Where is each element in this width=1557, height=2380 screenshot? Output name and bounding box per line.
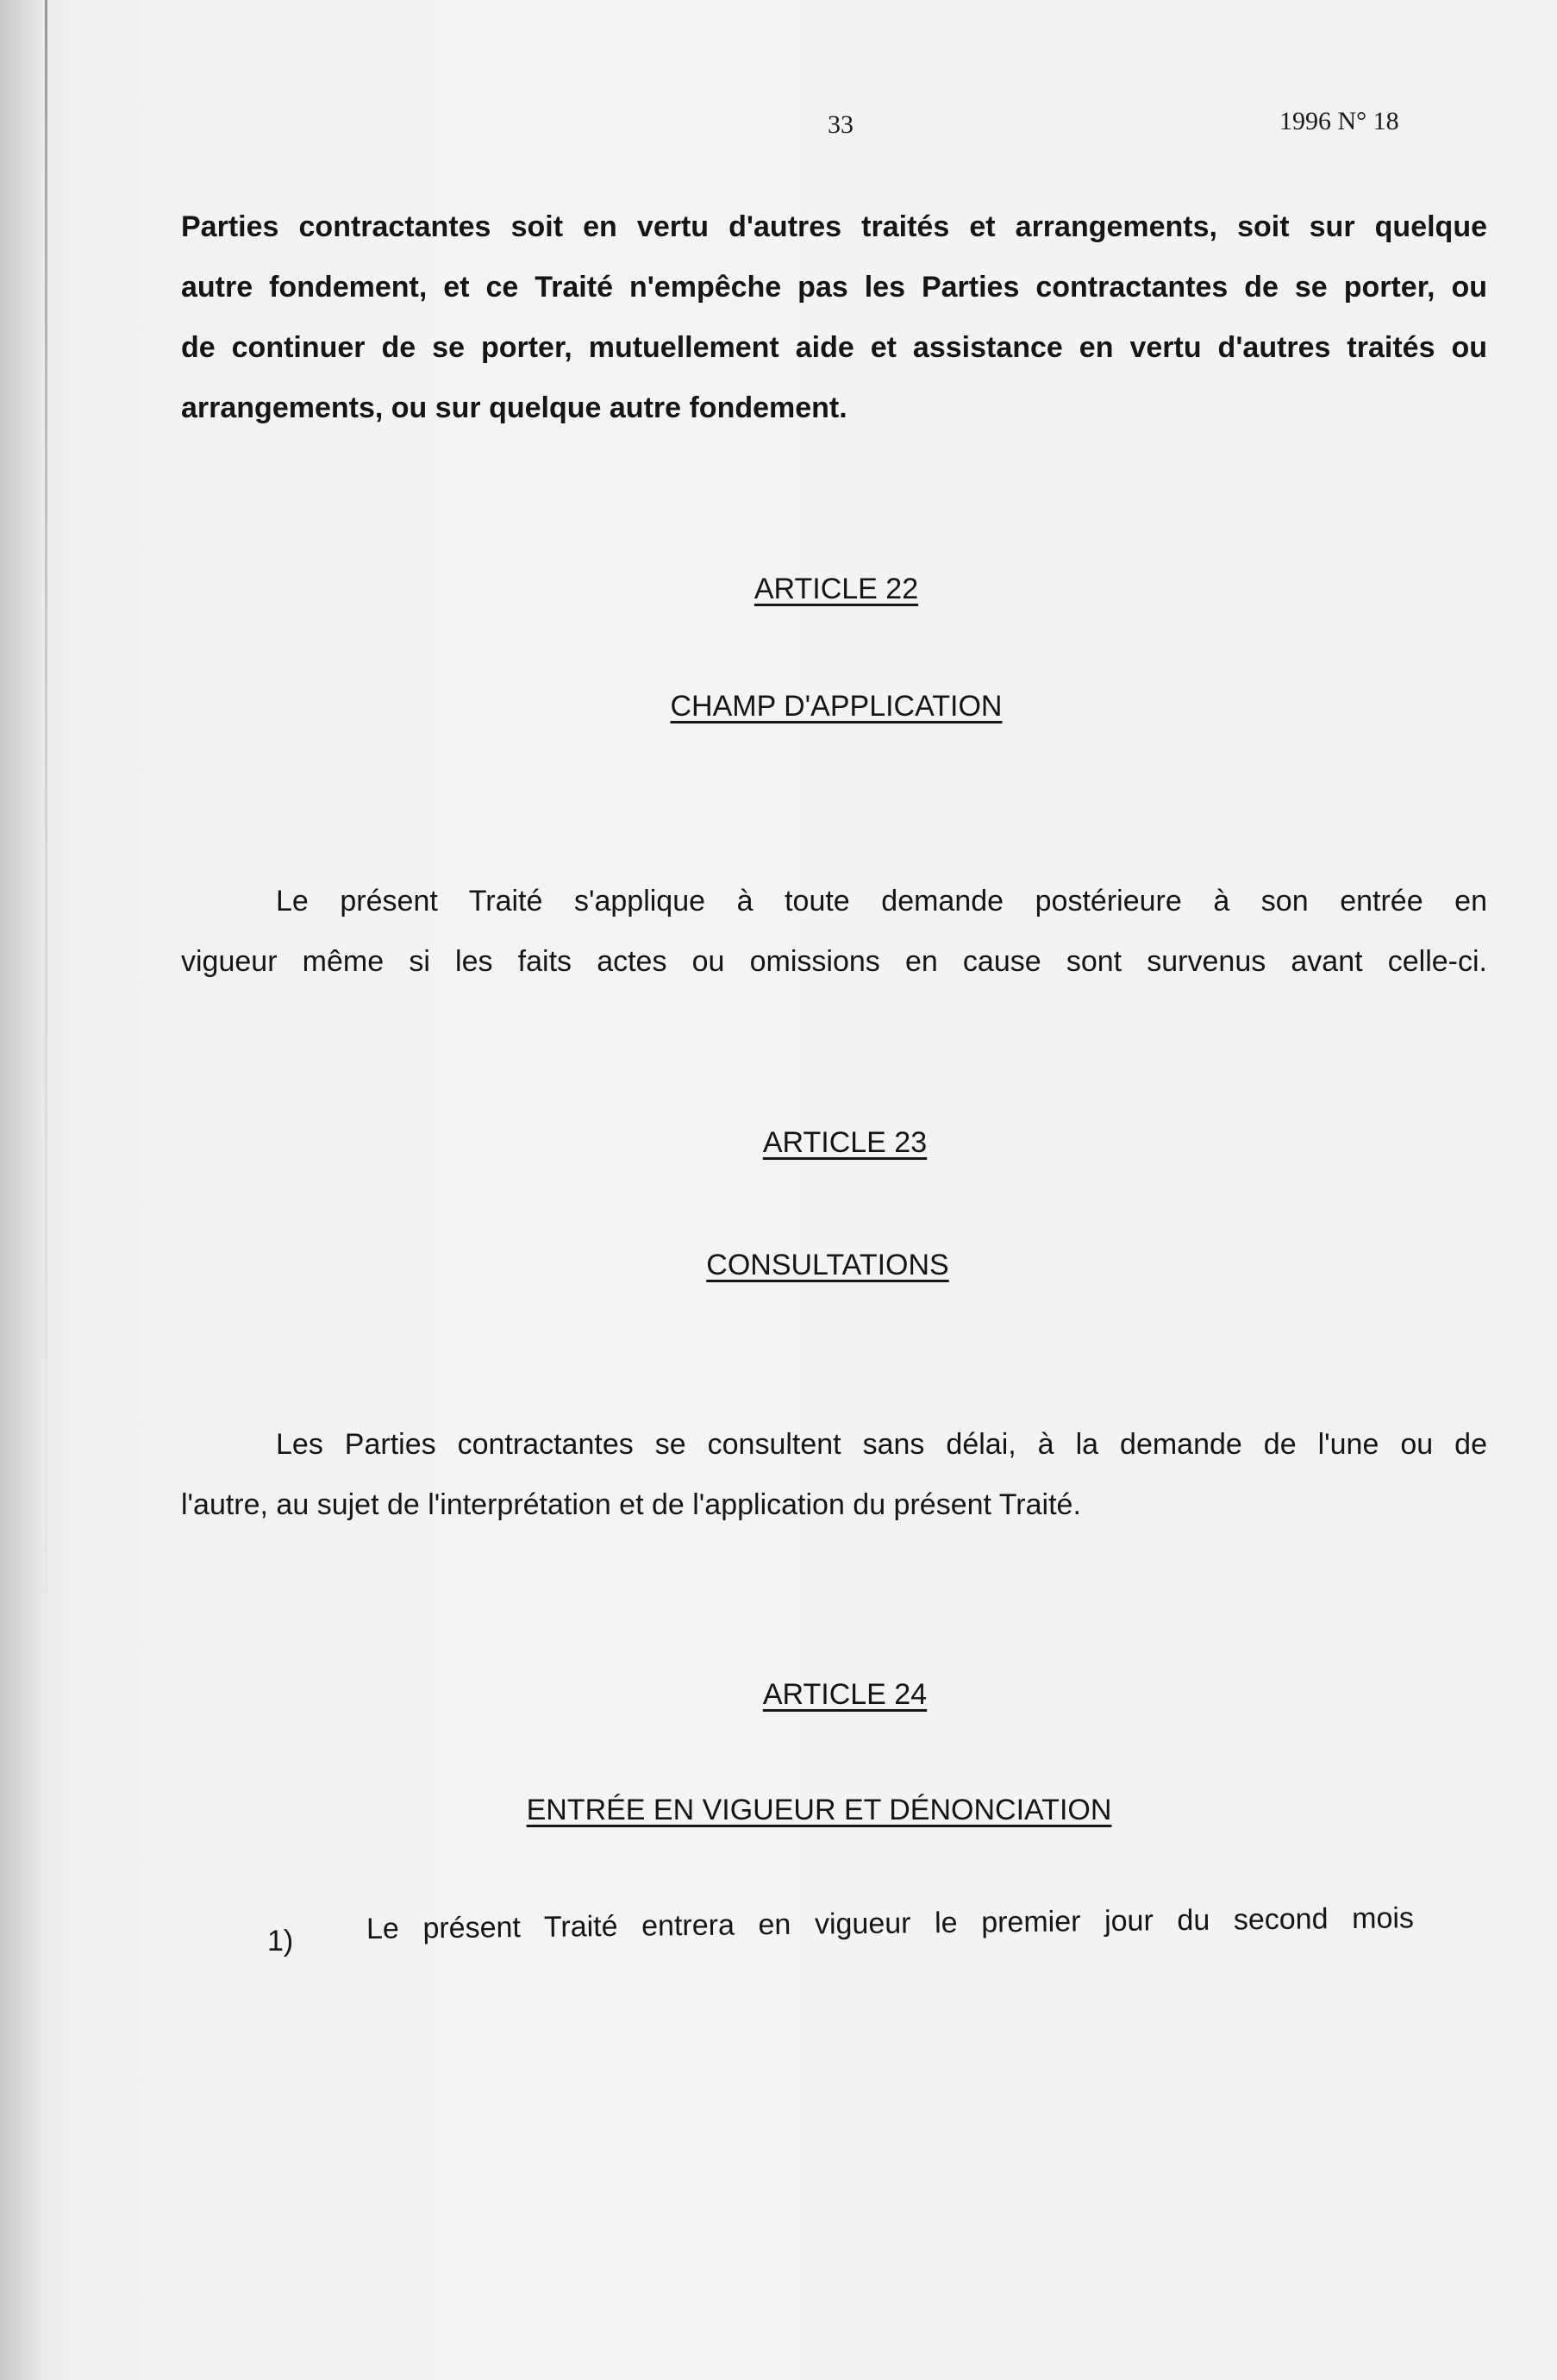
paragraph-line: Les Parties contractantes se consultent sans délai, à la demande de l'une ou de bbox=[276, 1428, 1487, 1461]
binding-line bbox=[45, 0, 47, 2380]
paragraph-line: autre fondement, et ce Traité n'empêche pas les Parties contractantes de se porter, ou bbox=[181, 271, 1487, 304]
item-text: Le présent Traité entrera en vigueur le premier jour du second mois bbox=[366, 1901, 1415, 1945]
paragraph-line: Le présent Traité s'applique à toute demande postérieure à son entrée en bbox=[276, 885, 1487, 918]
article-24-heading: ARTICLE 24 bbox=[762, 1678, 928, 1711]
paragraph-line: Parties contractantes soit en vertu d'autres traités et arrangements, soit sur quelque bbox=[181, 210, 1487, 243]
paragraph-line: vigueur même si les faits actes ou omissions en cause sont survenus avant celle-ci. bbox=[181, 945, 1487, 978]
article-22-paragraph bbox=[181, 871, 1487, 992]
paragraph-line: l'autre, au sujet de l'interprétation et de l'application du présent Traité. bbox=[181, 1488, 1081, 1521]
article-24-title: ENTRÉE EN VIGUEUR ET DÉNONCIATION bbox=[526, 1794, 1112, 1826]
page-number: 33 bbox=[828, 110, 854, 139]
article-23-heading: ARTICLE 23 bbox=[762, 1126, 928, 1159]
paragraph-line: arrangements, ou sur quelque autre fondement. bbox=[181, 391, 847, 424]
continuation-paragraph bbox=[181, 197, 1487, 438]
article-22-title: CHAMP D'APPLICATION bbox=[670, 690, 1003, 723]
article-22-heading: ARTICLE 22 bbox=[753, 573, 919, 605]
binding-shadow bbox=[0, 0, 40, 2380]
article-23-paragraph bbox=[181, 1414, 1487, 1535]
paragraph-line: de continuer de se porter, mutuellement aide et assistance en vertu d'autres traités ou bbox=[181, 331, 1487, 364]
issue-number: 1996 N° 18 bbox=[1279, 107, 1399, 135]
item-number: 1) bbox=[267, 1925, 294, 1957]
article-23-title: CONSULTATIONS bbox=[706, 1249, 949, 1281]
